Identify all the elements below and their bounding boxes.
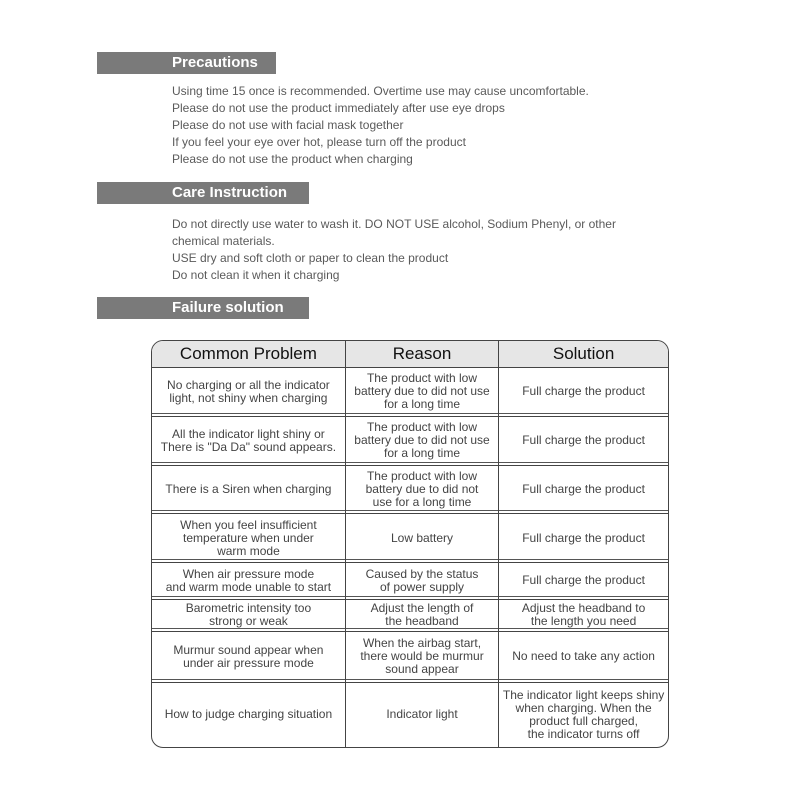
care-instruction-list: [172, 216, 692, 284]
reason-cell: The product with low battery due to did not use for a long time: [345, 416, 498, 465]
solution-cell: Full charge the product: [499, 563, 668, 599]
table-row: [152, 368, 668, 417]
failure-solution-heading: Failure solution: [97, 297, 309, 319]
care-line: Do not directly use water to wash it. DO NOT USE alcohol, Sodium Phenyl, or other: [172, 217, 616, 231]
problem-cell: When air pressure mode and warm mode unable to start: [152, 563, 345, 599]
solution-cell: Full charge the product: [499, 416, 668, 465]
precaution-line: If you feel your eye over hot, please turn off the product: [172, 135, 466, 149]
care-line: chemical materials.: [172, 234, 275, 248]
precautions-list: [172, 83, 692, 168]
table-row: [152, 563, 668, 599]
reason-cell: The product with low battery due to did not use for a long time: [345, 368, 498, 417]
solution-cell: Full charge the product: [499, 465, 668, 514]
precaution-line: Please do not use with facial mask together: [172, 118, 404, 132]
reason-cell: The product with low battery due to did not use for a long time: [345, 465, 498, 514]
problem-cell: There is a Siren when charging: [152, 465, 345, 514]
problem-cell: How to judge charging situation: [152, 682, 345, 747]
column-header-reason: Reason: [345, 341, 498, 368]
table-row: [152, 631, 668, 682]
table-row: [152, 465, 668, 514]
solution-cell: Adjust the headband to the length you need: [499, 599, 668, 631]
precaution-line: Using time 15 once is recommended. Overtime use may cause uncomfortable.: [172, 84, 589, 98]
table-header-row: [152, 341, 668, 368]
failure-table: [151, 340, 669, 748]
precaution-line: Please do not use the product when charging: [172, 152, 413, 166]
problem-cell: No charging or all the indicator light, not shiny when charging: [152, 368, 345, 417]
care-instruction-heading: Care Instruction: [97, 182, 309, 204]
reason-cell: Caused by the status of power supply: [345, 563, 498, 599]
problem-cell: Barometric intensity too strong or weak: [152, 599, 345, 631]
table-row: [152, 599, 668, 631]
column-header-solution: Solution: [499, 341, 668, 368]
solution-cell: Full charge the product: [499, 514, 668, 563]
table-row: [152, 682, 668, 747]
table-row: [152, 416, 668, 465]
care-line: Do not clean it when it charging: [172, 268, 340, 282]
problem-cell: Murmur sound appear when under air pressure mode: [152, 631, 345, 682]
solution-cell: No need to take any action: [499, 631, 668, 682]
table-row: [152, 514, 668, 563]
reason-cell: Adjust the length of the headband: [345, 599, 498, 631]
solution-cell: The indicator light keeps shiny when charging. When the product full charged, the indicator turns off: [499, 682, 668, 747]
precautions-heading: Precautions: [97, 52, 276, 74]
solution-cell: Full charge the product: [499, 368, 668, 417]
precaution-line: Please do not use the product immediately after use eye drops: [172, 101, 505, 115]
reason-cell: Indicator light: [345, 682, 498, 747]
reason-cell: When the airbag start, there would be murmur sound appear: [345, 631, 498, 682]
problem-cell: When you feel insufficient temperature when under warm mode: [152, 514, 345, 563]
column-header-problem: Common Problem: [152, 341, 345, 368]
problem-cell: All the indicator light shiny or There is "Da Da" sound appears.: [152, 416, 345, 465]
reason-cell: Low battery: [345, 514, 498, 563]
care-line: USE dry and soft cloth or paper to clean the product: [172, 251, 449, 265]
